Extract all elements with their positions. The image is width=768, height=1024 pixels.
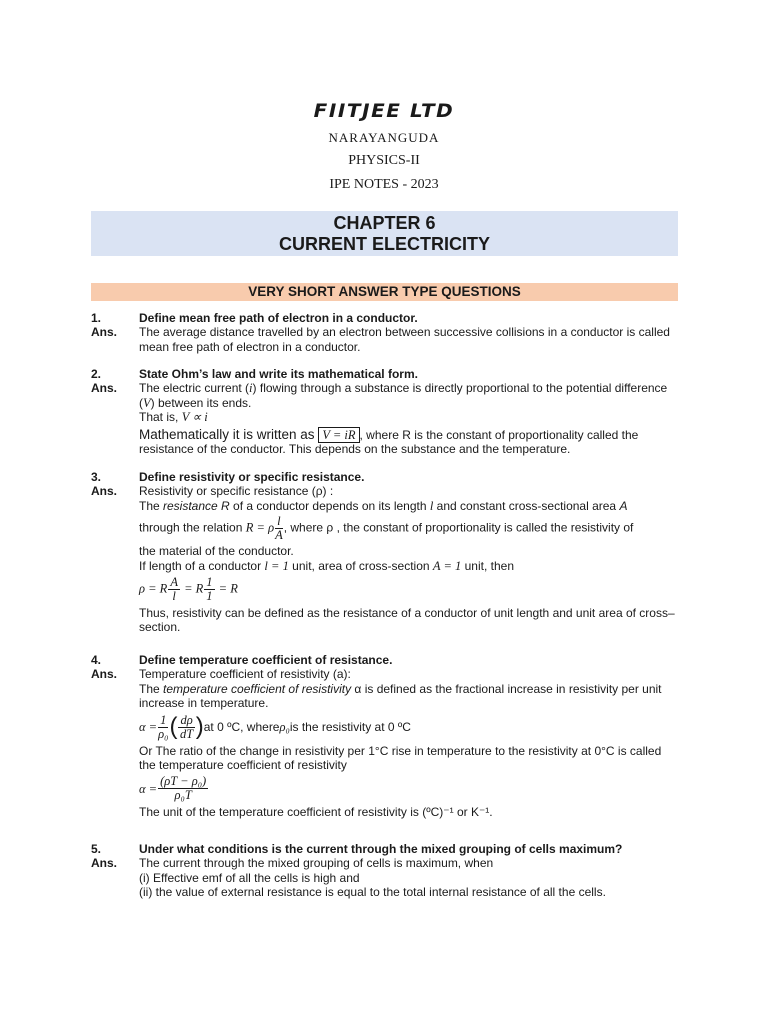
fraction	[204, 576, 214, 603]
question-block-2	[91, 367, 691, 456]
chapter-heading	[91, 211, 678, 256]
denominator: A	[275, 528, 283, 543]
numerator: A	[170, 575, 178, 590]
answer-fragment: The	[139, 681, 164, 696]
denominator: ρ₀T	[174, 788, 192, 803]
denominator: ρ₀	[158, 726, 169, 741]
answer-line	[139, 559, 677, 573]
equation-part: = R	[215, 581, 238, 596]
question-number: 4.	[91, 653, 102, 667]
answer-fragment: α is defined as the fractional increase in resistivity per unit increase in temperature.	[139, 681, 662, 711]
answer-fragment: at 0 ºC, where	[203, 719, 280, 734]
question-block-1	[91, 311, 691, 354]
question-text: Under what conditions is the current through the mixed grouping of cells maximum?	[139, 842, 623, 856]
fraction	[158, 714, 168, 741]
answer-line	[139, 682, 677, 711]
answer-text: The average distance travelled by an electron between successive collisions in a conductor is called mean free path of electron in a conductor.	[139, 325, 670, 354]
chapter-title: CURRENT ELECTRICITY	[279, 234, 490, 254]
notes-title: IPE NOTES - 2023	[329, 177, 439, 192]
answer-fragment: ) flowing through a substance is directly proportional to the potential difference (	[139, 381, 668, 410]
alpha-ratio-equation	[139, 775, 677, 802]
answer-line	[139, 410, 677, 424]
answer-line: The unit of the temperature coefficient of resistivity is (ºC)⁻¹ or K⁻¹.	[139, 805, 493, 820]
question-text: State Ohm’s law and write its mathematical form.	[139, 367, 418, 381]
denominator: l	[172, 589, 176, 604]
institute-logo: FIITJEE LTD	[313, 100, 455, 122]
area-value: A = 1	[432, 558, 462, 573]
answer-fragment: The	[139, 498, 164, 513]
answer-label: Ans.	[91, 856, 118, 871]
answer-fragment: through the relation	[139, 520, 246, 535]
question-number: 3.	[91, 470, 102, 484]
answer-line	[139, 499, 677, 513]
answer-line: (ii) the value of external resistance is equal to the total internal resistance of all the cells.	[139, 885, 606, 900]
question-number: 5.	[91, 842, 102, 856]
answer-fragment: and constant cross-sectional area	[433, 498, 620, 513]
length-value: l = 1	[264, 558, 289, 573]
resistance-formula: R = ρ	[245, 520, 275, 535]
question-text: Define resistivity or specific resistance.	[139, 470, 365, 484]
answer-line: Or The ratio of the change in resistivity per 1°C rise in temperature to the resistivity at 0°C is called the temperature coefficient of resistivity	[139, 743, 662, 773]
subject-name: PHYSICS-II	[348, 153, 420, 168]
equation-part: ρ = R	[139, 581, 168, 596]
equation-part: α =	[139, 781, 158, 796]
answer-fragment: resistance R	[163, 498, 230, 513]
answer-fragment: temperature coefficient of resistivity	[163, 681, 352, 696]
answer-fragment: , where ρ , the constant of proportionality is called the resistivity of	[283, 520, 634, 535]
answer-fragment: ) between its ends.	[150, 395, 252, 410]
numerator: (ρT − ρ₀)	[160, 774, 207, 789]
ohms-law-formula: V = iR	[318, 427, 359, 443]
symbol-v: V	[143, 395, 151, 410]
answer-label: Ans.	[91, 484, 118, 499]
answer-fragment: is the resistivity at 0 ºC	[289, 719, 411, 734]
answer-fragment: Mathematically it is written as	[139, 426, 319, 442]
answer-fragment: unit, then	[461, 558, 514, 573]
fraction	[275, 515, 283, 542]
equation-part: = R	[180, 581, 204, 596]
question-block-5	[91, 842, 691, 900]
answer-label: Ans.	[91, 667, 118, 682]
answer-line: Thus, resistivity can be defined as the resistance of a conductor of unit length and unit area of cross–section.	[139, 606, 675, 635]
question-text: Define temperature coefficient of resistance.	[139, 653, 393, 667]
answer-label: Ans.	[91, 325, 118, 340]
answer-line: the material of the conductor.	[139, 544, 294, 559]
alpha-equation	[139, 714, 677, 741]
answer-fragment: unit, area of cross-section	[288, 558, 433, 573]
question-block-3	[91, 470, 691, 635]
answer-text	[139, 381, 677, 410]
branch-name: NARAYANGUDA	[328, 130, 440, 145]
answer-fragment: of a conductor depends on its length	[229, 498, 430, 513]
proportionality-formula: V ∝ i	[181, 410, 208, 425]
answer-fragment: The electric current (	[139, 381, 250, 396]
answer-line	[139, 515, 677, 542]
answer-text: The current through the mixed grouping of cells is maximum, when	[139, 856, 494, 871]
fraction	[168, 576, 180, 603]
answer-fragment: If length of a conductor	[139, 558, 265, 573]
numerator: 1	[206, 575, 213, 590]
numerator: dρ	[180, 712, 193, 727]
question-text: Define mean free path of electron in a conductor.	[139, 311, 418, 325]
left-paren: (	[169, 713, 178, 741]
answer-line: (i) Effective emf of all the cells is high and	[139, 870, 360, 885]
symbol-l: l	[429, 498, 434, 513]
answer-text: Temperature coefficient of resistivity (a):	[139, 667, 351, 682]
answer-label: Ans.	[91, 381, 118, 396]
symbol-i: i	[249, 381, 253, 396]
question-number: 1.	[91, 311, 102, 325]
section-heading: VERY SHORT ANSWER TYPE QUESTIONS	[91, 283, 678, 301]
answer-fragment: That is,	[139, 410, 182, 425]
answer-fragment: , where R is the constant of proportionality called the resistance of the conductor. This depends on the substance and the temperature.	[139, 427, 639, 457]
numerator: 1	[158, 714, 168, 728]
question-number: 2.	[91, 367, 102, 381]
question-block-4	[91, 653, 691, 820]
numerator: l	[275, 515, 283, 529]
fraction	[158, 775, 208, 802]
answer-line	[139, 428, 677, 457]
answer-text: Resistivity or specific resistance (ρ) :	[139, 484, 334, 499]
denominator: dT	[180, 726, 194, 741]
resistivity-equation	[139, 576, 677, 603]
equation-part: α =	[139, 719, 158, 734]
symbol-a: A	[619, 498, 628, 513]
symbol-rho0: ρ₀	[279, 719, 290, 734]
chapter-number: CHAPTER 6	[333, 213, 436, 233]
fraction	[178, 714, 194, 741]
right-paren: )	[195, 713, 204, 741]
denominator: 1	[206, 589, 213, 604]
